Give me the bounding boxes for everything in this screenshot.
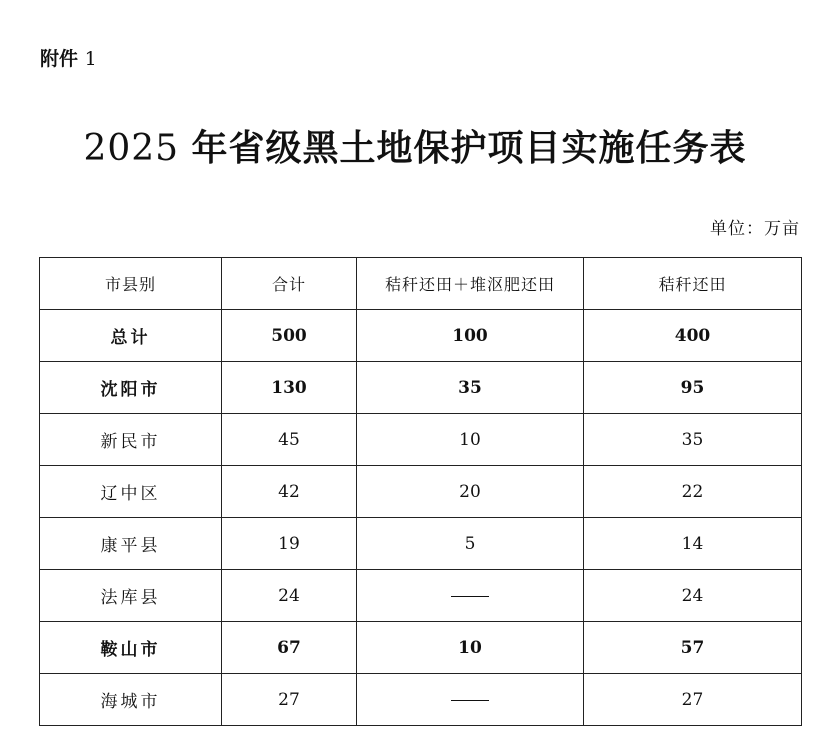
header-straw: 秸秆还田 bbox=[584, 258, 802, 310]
cell-straw-compost bbox=[357, 570, 584, 622]
cell-total: 42 bbox=[222, 466, 357, 518]
table-row bbox=[40, 310, 802, 362]
header-total: 合计 bbox=[222, 258, 357, 310]
table-row bbox=[40, 622, 802, 674]
attachment-text: 附件 bbox=[40, 48, 79, 70]
table-row bbox=[40, 570, 802, 622]
cell-straw-compost: 35 bbox=[357, 362, 584, 414]
table-row bbox=[40, 466, 802, 518]
cell-straw: 35 bbox=[584, 414, 802, 466]
table-row bbox=[40, 414, 802, 466]
cell-total: 27 bbox=[222, 674, 357, 726]
cell-straw: 27 bbox=[584, 674, 802, 726]
unit-label: 单位：万亩 bbox=[710, 219, 800, 239]
cell-straw: 14 bbox=[584, 518, 802, 570]
cell-straw-compost: 5 bbox=[357, 518, 584, 570]
cell-region: 辽中区 bbox=[40, 466, 222, 518]
cell-total: 500 bbox=[222, 310, 357, 362]
cell-region: 鞍山市 bbox=[40, 622, 222, 674]
cell-total: 19 bbox=[222, 518, 357, 570]
dash-placeholder bbox=[451, 596, 489, 597]
cell-straw-compost: 100 bbox=[357, 310, 584, 362]
table-header-row bbox=[40, 258, 802, 310]
title-text: 年省级黑土地保护项目实施任务表 bbox=[191, 128, 747, 169]
cell-straw: 95 bbox=[584, 362, 802, 414]
cell-straw-compost: 20 bbox=[357, 466, 584, 518]
cell-straw: 24 bbox=[584, 570, 802, 622]
cell-region: 康平县 bbox=[40, 518, 222, 570]
table-row bbox=[40, 362, 802, 414]
cell-total: 130 bbox=[222, 362, 357, 414]
cell-region: 新民市 bbox=[40, 414, 222, 466]
header-straw-compost: 秸秆还田＋堆沤肥还田 bbox=[357, 258, 584, 310]
cell-total: 67 bbox=[222, 622, 357, 674]
dash-placeholder bbox=[451, 700, 489, 701]
cell-region: 沈阳市 bbox=[40, 362, 222, 414]
cell-straw: 57 bbox=[584, 622, 802, 674]
cell-region: 总计 bbox=[40, 310, 222, 362]
cell-straw-compost: 10 bbox=[357, 414, 584, 466]
attachment-label bbox=[40, 44, 97, 71]
cell-straw: 22 bbox=[584, 466, 802, 518]
cell-straw-compost: 10 bbox=[357, 622, 584, 674]
cell-straw: 400 bbox=[584, 310, 802, 362]
table-row bbox=[40, 674, 802, 726]
task-table bbox=[39, 257, 802, 726]
attachment-number: 1 bbox=[84, 48, 97, 70]
table-body bbox=[40, 310, 802, 726]
header-region: 市县别 bbox=[40, 258, 222, 310]
cell-total: 24 bbox=[222, 570, 357, 622]
cell-total: 45 bbox=[222, 414, 357, 466]
cell-region: 海城市 bbox=[40, 674, 222, 726]
cell-straw-compost bbox=[357, 674, 584, 726]
table-row bbox=[40, 518, 802, 570]
cell-region: 法库县 bbox=[40, 570, 222, 622]
title-year: 2025 bbox=[83, 128, 180, 169]
page-title bbox=[0, 120, 830, 171]
